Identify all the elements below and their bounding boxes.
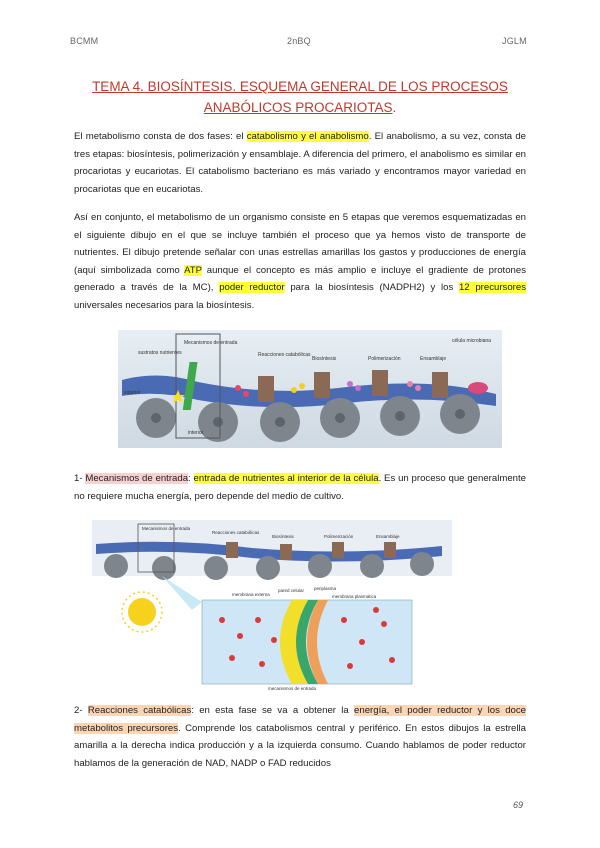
paragraph-overview bbox=[74, 209, 526, 314]
page-title: TEMA 4. BIOSÍNTESIS. ESQUEMA GENERAL DE LOS PROCESOS ANABÓLICOS PROCARIOTAS. bbox=[92, 79, 508, 115]
entry-mechanism-diagram bbox=[92, 520, 452, 692]
label-ensamblaje: Ensamblaje bbox=[376, 534, 400, 539]
highlight-atp: ATP bbox=[184, 264, 202, 276]
label-pared: pared celular bbox=[278, 588, 305, 593]
label-biosintesis: Biosíntesis bbox=[272, 534, 294, 539]
label-interior: interior bbox=[188, 430, 204, 436]
label-periplasma: periplasma bbox=[314, 586, 337, 591]
highlight-precursores: 12 precursores bbox=[458, 282, 527, 293]
item-number: 2- bbox=[74, 705, 88, 716]
label-exterior: exterior bbox=[124, 390, 141, 396]
label-mecanismos: Mecanismos de entrada bbox=[142, 526, 191, 531]
block bbox=[258, 376, 274, 402]
label-mecanismos: Mecanismos de entrada bbox=[184, 340, 238, 346]
energy-sun-icon bbox=[128, 598, 156, 626]
label-sustratos: sustratos nutrientes bbox=[138, 350, 182, 356]
item-number: 1- bbox=[74, 473, 86, 484]
block bbox=[432, 372, 448, 398]
text: . Es un proceso que generalmente no requiere mucha energía, pero depende del medio de cultivo. bbox=[74, 473, 526, 502]
text: universales necesarios para la biosíntesis. bbox=[74, 299, 255, 311]
text: : bbox=[188, 473, 194, 484]
label-reacciones: Reacciones catabólicas bbox=[212, 530, 260, 535]
highlight-reacciones: Reacciones catabólicas bbox=[87, 705, 192, 716]
paragraph-reacciones bbox=[74, 702, 526, 772]
label-entrada: mecanismos de entrada bbox=[268, 686, 317, 691]
text: para la biosíntesis (NADPH2) y los bbox=[284, 282, 459, 293]
metabolism-diagram bbox=[118, 330, 502, 448]
header-center: 2nBQ bbox=[287, 36, 311, 46]
highlight-mecanismos: Mecanismos de entrada bbox=[85, 473, 189, 484]
label-biosintesis: Biosíntesis bbox=[312, 356, 337, 362]
label-celula: célula microbiana bbox=[452, 338, 491, 344]
text: . El anabolismo, a su vez, consta de tres etapas: biosíntesis, polimerización y ensamblaje. A diferencia del primero, el anabolismo es similar en procariotas y eucariotas. El catabolismo bacteriano es más variado y encontramos mayor variedad en procariotas que en eucariotas. bbox=[74, 131, 526, 195]
paragraph-intro bbox=[74, 128, 526, 198]
header-left: BCMM bbox=[70, 36, 99, 46]
label-plasmatica: membrana plasmática bbox=[332, 594, 377, 599]
paragraph-mecanismos bbox=[74, 470, 526, 505]
text: . Comprende los catabolismos central y periférico. En estos dibujos la estrella amarilla a la derecha indica producción y a la izquierda consumo. Cuando hablamos de poder reductor hablamos de la generación de NAD, NADP o FAD reducidos bbox=[74, 722, 526, 769]
highlight-poder-reductor: poder reductor bbox=[219, 282, 285, 293]
text: Así en conjunto, el metabolismo de un organismo consiste en 5 etapas que veremos esquematizadas en el siguiente dibujo en el que se incluye también el proceso que ya hemos visto de transporte de nutrientes. El dibujo pretende señalar con unas estrellas amarillas los gastos y producciones de energía (aquí simbolizada como bbox=[74, 212, 526, 276]
block bbox=[314, 372, 330, 398]
highlight-energia: energía, el poder reductor y los doce metabolitos precursores bbox=[74, 705, 527, 734]
label-reacciones: Reacciones catabólicas bbox=[258, 352, 311, 358]
highlight: catabolismo y el anabolismo bbox=[246, 131, 369, 142]
block bbox=[372, 370, 388, 396]
label-ensamblaje: Ensamblaje bbox=[420, 356, 447, 362]
text: : en esta fase se va a obtener la bbox=[191, 705, 355, 716]
label-membrana: membrana externa bbox=[232, 592, 270, 597]
title-line-2: ANABÓLICOS PROCARIOTAS bbox=[203, 100, 393, 115]
text: El metabolismo consta de dos fases: el bbox=[74, 131, 247, 142]
title-line-1: TEMA 4. BIOSÍNTESIS. ESQUEMA GENERAL DE LOS PROCESOS bbox=[92, 79, 508, 94]
label-polimerizacion: Polimerización bbox=[324, 534, 354, 539]
text: aunque el concepto es más amplio e incluye el gradiente de protones generado a través de la MC), bbox=[74, 264, 526, 293]
header-right: JGLM bbox=[502, 36, 527, 46]
highlight-entrada: entrada de nutrientes al interior de la célula bbox=[193, 473, 379, 484]
page-number: 69 bbox=[513, 800, 524, 810]
label-polimerizacion: Polimerización bbox=[368, 356, 401, 362]
